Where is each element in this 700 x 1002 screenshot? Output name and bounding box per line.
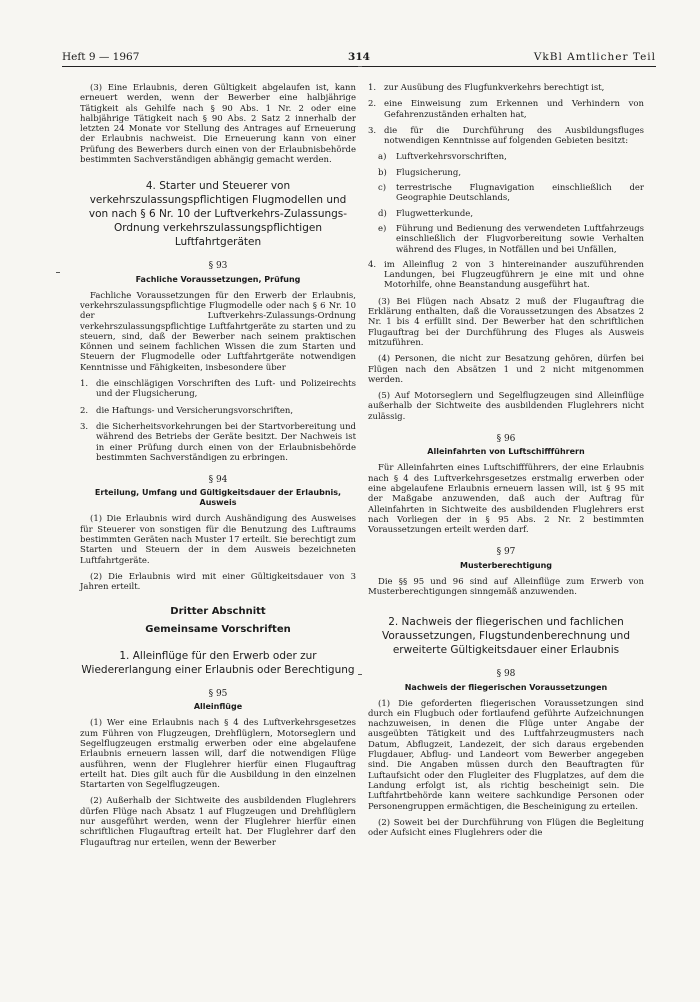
list-item: 1. die einschlägigen Vorschriften des Luft- und Polizeirechts und der Flugsicherung, <box>80 379 356 400</box>
paragraph: (2) Die Erlaubnis wird mit einer Gültigkeitsdauer von 3 Jahren erteilt. <box>80 571 356 593</box>
margin-mark <box>56 272 60 273</box>
sub-list-item: c) terrestrische Flugnavigation einschließlich der Geographie Deutschlands, <box>378 183 644 204</box>
section-sign: § 96 <box>496 434 516 445</box>
section-title: Erteilung, Umfang und Gültigkeitsdauer der Erlaubnis, Ausweis <box>94 488 342 508</box>
paragraph: (3) Eine Erlaubnis, deren Gültigkeit abgelaufen ist, kann erneuert werden, wenn der Bewerber eine halbjährige Tätigkeit als Gehilfe nach § 90 Abs. 1 Nr. 2 oder eine halbjährige Tätigkeit nach § 90 Abs. 2 Satz 2 innerhalb der letzten 24 Monate vor Stellung des Antrages auf Erneuerung der Erlaubnis nachweist. Die Erneuerung kann von einer Prüfung des Bewerbers durch einen von der Erlaubnisbehörde bestimmten Sachverständigen abhängig gemacht werden. <box>80 83 356 166</box>
paragraph: (1) Die geforderten fliegerischen Voraussetzungen sind durch ein Flugbuch oder fortlaufend geführte Aufzeichnungen nachzuweisen, in denen die Flüge unter Angabe der ausgeübten Tätigkeit und des Luftfahrzeugmusters nach Datum, Abflugzeit, Landezeit, der sich daraus ergebenden Flugdauer, Abflug- und Landeort vom Bewerber angegeben sind. Die Angaben müssen durch den Beauftragten für Luftaufsicht oder den Flugleiter des Flugplatzes, auf dem die Landung erfolgt ist, als richtig bescheinigt sein. Die Luftfahrtbehörde kann weitere sachkundige Personen oder Personengruppen ermächtigen, die Bescheinigung zu erteilen. <box>368 698 644 812</box>
paragraph: (3) Bei Flügen nach Absatz 2 muß der Flugauftrag die Erklärung enthalten, daß die Voraussetzungen des Absatzes 2 Nr. 1 bis 4 erfüllt sind. Der Bewerber hat den schriftlichen Flugauftrag bei der Durchführung des Fluges als Ausweis mitzuführen. <box>368 296 644 348</box>
paragraph: (1) Wer eine Erlaubnis nach § 4 des Luftverkehrsgesetzes zum Führen von Flugzeugen, Drehflüglern, Motorseglern und Segelflugzeugen erstmalig erwerben oder eine abgelaufene Erlaubnis erneuern lassen will, darf die notwendigen Flüge ausführen, wenn der Fluglehrer hierfür einen Flugauftrag erteilt hat. Dies gilt auch für die Ausbildung in den einzelnen Startarten von Segelflugzeugen. <box>80 718 356 791</box>
section-sign: § 95 <box>208 689 228 700</box>
issue-label: Heft 9 — 1967 <box>62 51 140 63</box>
section-heading: 4. Starter und Steuerer von verkehrszulassungspflichtigen Flugmodellen und von nach § 6 Nr. 10 der Luftverkehrs-Zulassungs-Ordnung verkehrszulassungspflichtigen Luftfahrtgeräten <box>88 180 348 249</box>
left-column <box>80 83 356 854</box>
paragraph: (4) Personen, die nicht zur Besatzung gehören, dürfen bei Flügen nach den Absätzen 1 und 2 nicht mitgenommen werden. <box>368 354 644 385</box>
list-item: 3. die für die Durchführung des Ausbildungsfluges notwendigen Kenntnisse auf folgenden Gebieten besitzt: <box>368 125 644 147</box>
section-sign: § 98 <box>496 669 516 680</box>
fold-mark <box>358 674 362 675</box>
section-title: Nachweis der fliegerischen Voraussetzungen <box>404 682 608 692</box>
section-title: Alleinfahrten von Luftschiffführern <box>427 447 585 457</box>
list-item: 2. die Haftungs- und Versicherungsvorschriften, <box>80 405 294 416</box>
section-sign: § 93 <box>208 261 228 272</box>
publication-title: VkBl Amtlicher Teil <box>533 51 656 63</box>
sub-list-item: e) Führung und Bedienung des verwendeten Luftfahrzeugs einschließlich der Flugvorbereitung sowie Verhalten während des Fluges, in Notfällen und bei Unfällen, <box>378 223 644 255</box>
page-header <box>62 50 656 64</box>
section-title: Alleinflüge <box>193 702 243 712</box>
section-title: Musterberechtigung <box>460 560 552 570</box>
paragraph: (2) Soweit bei der Durchführung von Flügen die Begleitung oder Aufsicht eines Fluglehrers oder die <box>368 817 644 839</box>
list-item: 1. zur Ausübung des Flugfunkverkehrs berechtigt ist, <box>368 83 605 93</box>
fold-mark <box>358 66 362 67</box>
sub-list-item: a) Luftverkehrsvorschriften, <box>378 152 507 163</box>
section-sign: § 94 <box>208 475 228 486</box>
paragraph: (5) Auf Motorseglern und Segelflugzeugen sind Alleinflüge außerhalb der Sichtweite des ausbildenden Fluglehrers nicht zulässig. <box>368 391 644 422</box>
part-title: Gemeinsame Vorschriften <box>145 623 291 635</box>
list-item: 2. eine Einweisung zum Erkennen und Verhindern von Gefahrenzuständen erhalten hat, <box>368 99 644 120</box>
paragraph: Für Alleinfahrten eines Luftschiffführers, der eine Erlaubnis nach § 4 des Luftverkehrsgesetzes erstmalig erwerben oder eine abgelaufene Erlaubnis erneuern lassen will, ist § 95 mit der Maßgabe anzuwenden, daß auch der Auftrag für Alleinfahrten in Sichtweite des ausbildenden Fluglehrers erst nach Vorliegen der in § 95 Abs. 2 Nr. 2 bestimmten Voraussetzungen erteilt werden darf. <box>368 463 644 536</box>
sub-list-item: d) Flugwetterkunde, <box>378 208 474 219</box>
section-sign: § 97 <box>496 547 516 558</box>
paragraph: (2) Außerhalb der Sichtweite des ausbildenden Fluglehrers dürfen Flüge nach Absatz 1 auf Flugzeugen und Drehflüglern nur ausgeführt werden, wenn der Fluglehrer hierfür einen schriftlichen Flugauftrag erteilt hat. Der Fluglehrer darf den Flugauftrag nur erteilen, wenn der Bewerber <box>80 796 356 848</box>
list-item: 3. die Sicherheitsvorkehrungen bei der Startvorbereitung und während des Betriebs der Geräte besitzt. Der Nachweis ist in einer Prüfung durch einen von der Erlaubnisbehörde bestimmten Sachverständigen zu erbringen. <box>80 421 356 463</box>
page-number: 314 <box>348 51 370 63</box>
part-heading: Dritter Abschnitt <box>170 605 266 617</box>
paragraph: (1) Die Erlaubnis wird durch Aushändigung des Ausweises für Steuerer von sonstigen für die Benutzung des Luftraums bestimmten Geräten nach Muster 17 erteilt. Sie berechtigt zum Starten und Steuern der in dem Ausweis bezeichneten Luftfahrtgeräte. <box>80 514 356 566</box>
sub-list-item: b) Flugsicherung, <box>378 167 462 178</box>
paragraph: Die §§ 95 und 96 sind auf Alleinflüge zum Erwerb von Musterberechtigungen sinngemäß anzuwenden. <box>368 576 644 597</box>
section-heading: 2. Nachweis der fliegerischen und fachlichen Voraussetzungen, Flugstundenberechnung und erweiterte Gültigkeitsdauer einer Erlaubnis <box>382 616 630 657</box>
right-column <box>368 83 644 844</box>
section-title: Fachliche Voraussetzungen, Prüfung <box>135 274 301 284</box>
section-heading: 1. Alleinflüge für den Erwerb oder zur Wiedererlangung einer Erlaubnis oder Berechtigung <box>81 650 355 677</box>
list-item: 4. im Alleinflug 2 von 3 hintereinander auszuführenden Landungen, bei Flugzeugführern je eine mit und ohne Motorhilfe, ohne Beanstandung ausgeführt hat. <box>368 259 644 291</box>
paragraph: Fachliche Voraussetzungen für den Erwerb der Erlaubnis, verkehrszulassungspflichtige Flugmodelle oder nach § 6 Nr. 10 der Luftverkehrs-Zulassungs-Ordnung verkehrszulassungspflichtige Luftfahrtgeräte zu starten und zu steuern, sind, daß der Bewerber nach seinem praktischen Können und seinem fachlichen Wissen die zum Starten und Steuern der Flugmodelle oder Luftfahrtgeräte notwendigen Kenntnisse und Fähigkeiten, insbesondere über <box>80 290 356 373</box>
